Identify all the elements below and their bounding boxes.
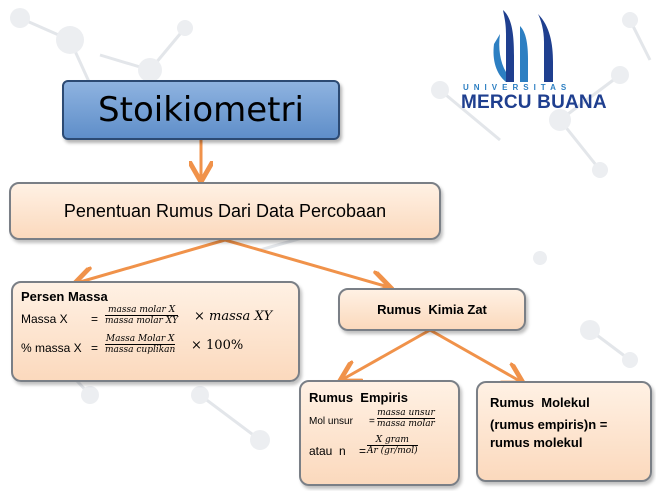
title-text: Stoikiometri [98,90,304,130]
arrow-main-to-rumus-kimia [225,240,385,286]
arrow-kimia-to-empiris [345,330,430,378]
arrow-kimia-to-molekul [430,330,518,380]
atau-n-label: atau n [309,444,346,458]
massa-x-numerator: massa molar X [105,305,178,316]
mol-unsur-fraction [377,408,435,429]
logo-name: MERCU BUANA [461,92,607,113]
massa-x-equals: = [91,312,99,326]
massa-x-denominator: massa molar XY [105,316,179,326]
persen-massa-x-label: % massa X [21,341,82,355]
mol-unsur-numerator: massa unsur [377,408,435,418]
persen-massa-x-equals: = [91,341,99,355]
rumus-kimia-box [338,288,526,331]
persen-massa-heading: Persen Massa [21,289,108,304]
massa-x-label: Massa X [21,312,68,326]
persen-massa-x-numerator: Massa Molar X [105,334,175,344]
persen-massa-x-fraction [105,334,175,355]
mol-unsur-label: Mol unsur [309,416,353,427]
mol-unsur-denominator: massa molar [377,419,435,429]
molekul-line-1: (rumus empiris)n = [490,417,608,432]
persen-massa-box [11,281,300,382]
title-box [62,80,340,140]
molekul-heading: Rumus Molekul [490,395,590,410]
persen-massa-x-tail: × 100% [191,338,244,353]
atau-n-fraction [367,435,418,456]
atau-n-equals: = [359,444,367,458]
logo-university-label: UNIVERSITAS [463,83,572,92]
rumus-molekul-box [476,381,652,482]
empiris-heading: Rumus Empiris [309,390,408,405]
atau-n-denominator: Ar (gr/mol) [367,446,418,456]
persen-massa-x-denominator: massa cuplikan [105,345,176,355]
rumus-kimia-text: Rumus Kimia Zat [377,302,487,317]
arrow-main-to-persen-massa [80,240,225,282]
molekul-line-2: rumus molekul [490,435,583,450]
main-box-text: Penentuan Rumus Dari Data Percobaan [63,201,387,221]
rumus-empiris-box [299,380,460,486]
massa-x-fraction [105,305,178,326]
main-box [9,182,441,240]
atau-n-numerator: X gram [367,435,418,446]
mol-unsur-equals: = [369,416,375,427]
massa-x-tail: × massa XY [194,309,273,324]
